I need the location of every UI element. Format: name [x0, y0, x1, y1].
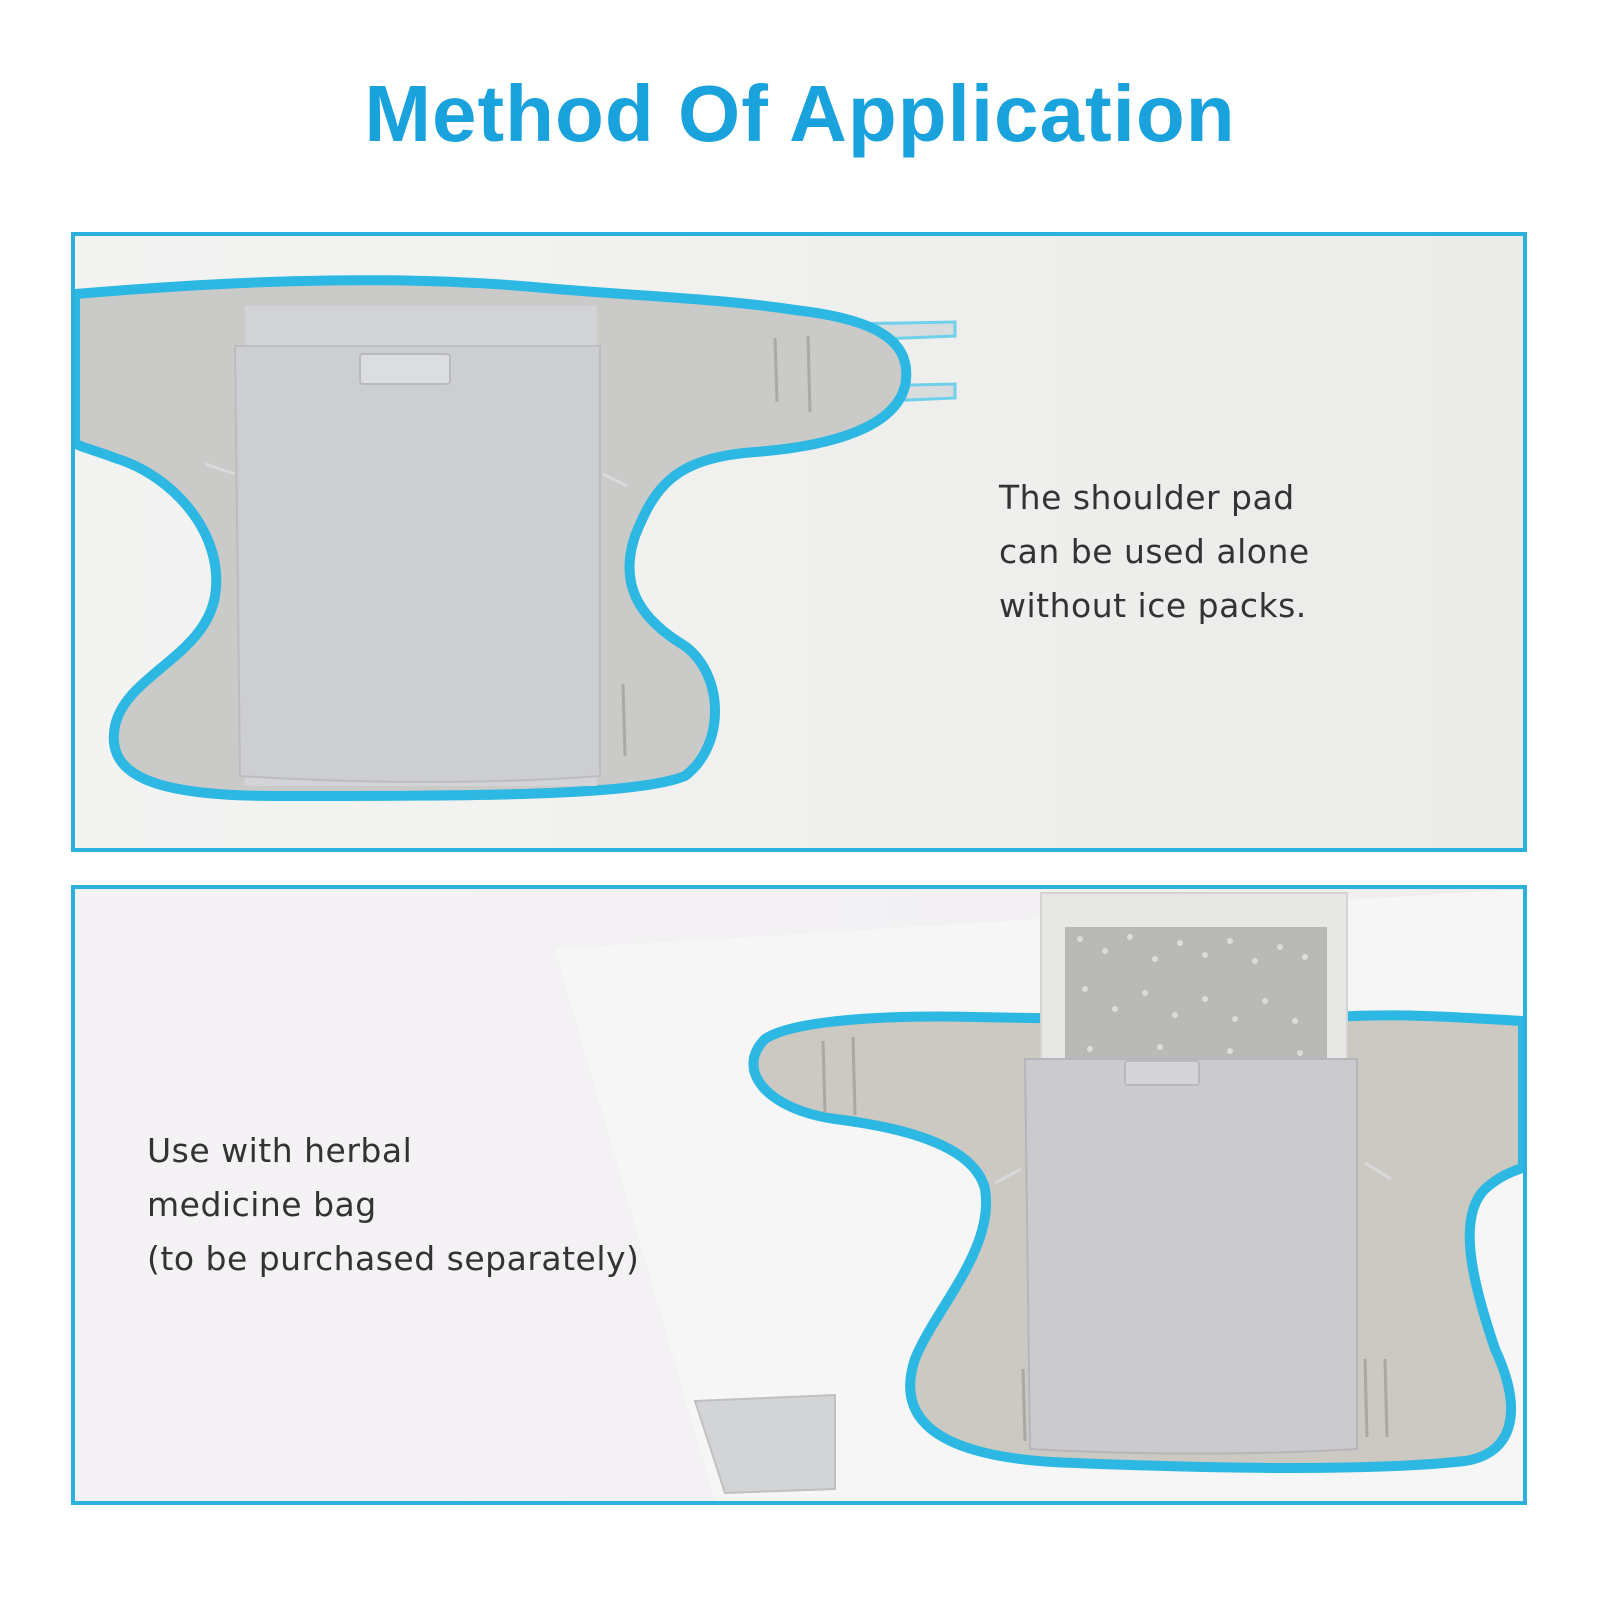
caption-line: without ice packs. — [999, 586, 1307, 625]
caption-line: (to be purchased separately) — [147, 1239, 640, 1278]
caption-shoulder-pad-alone — [999, 471, 1310, 633]
caption-herbal-bag — [147, 1124, 639, 1286]
caption-line: The shoulder pad — [999, 478, 1295, 517]
page-title: Method Of Application — [364, 69, 1236, 158]
caption-line: can be used alone — [999, 532, 1310, 571]
panel-shoulder-pad-alone — [71, 232, 1527, 852]
caption-line: Use with herbal — [147, 1131, 413, 1170]
panel-herbal-bag — [71, 885, 1527, 1505]
caption-line: medicine bag — [147, 1185, 377, 1224]
